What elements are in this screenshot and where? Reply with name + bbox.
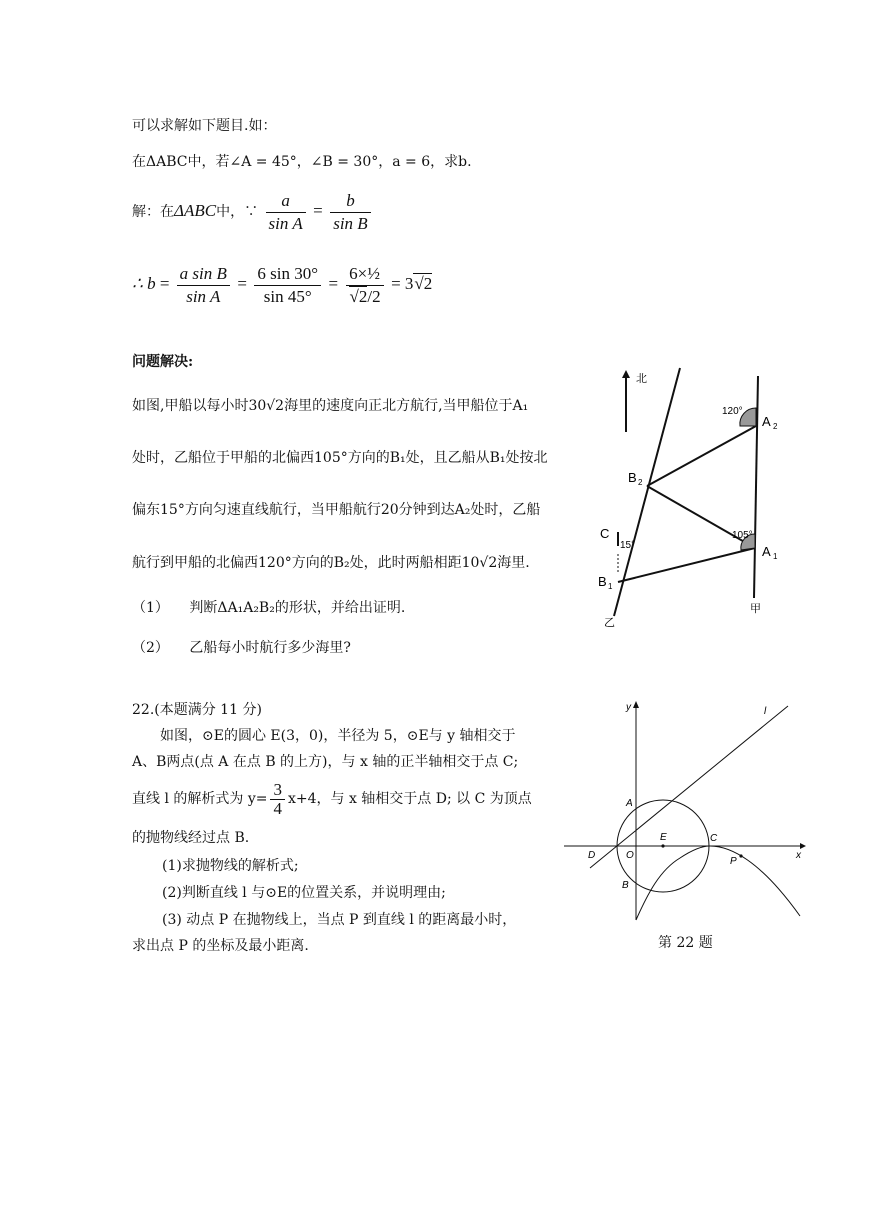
segment-B1-A1 (618, 548, 755, 582)
label-B2-sub: 2 (638, 478, 643, 487)
q22-title: 22.(本题满分 11 分) (132, 702, 262, 718)
example-given-text: 在ΔABC中，若∠A = 45°，∠B = 30°，a = 6，求b. (132, 154, 472, 170)
example-solution: 解：在ΔABC中，∵ $\frac{a}{\text{sin A}}$ = $\frac{b}{\text{sin B}}$ (132, 188, 374, 235)
slope-numerator: 3 (270, 781, 285, 800)
segment-B2-A2 (647, 426, 756, 486)
label-A2: A (762, 414, 771, 429)
line-l (590, 706, 788, 868)
question-1 (132, 598, 405, 618)
y-axis-arrow (633, 701, 639, 708)
label-A2-sub: 2 (773, 422, 778, 431)
slope-denominator: 4 (273, 798, 282, 818)
fraction-a-over-sinA: $\frac{a}{\text{sin A}}$ (266, 190, 306, 235)
label-y: y (626, 702, 631, 713)
label-A1: A (762, 544, 771, 559)
question-2 (132, 638, 351, 658)
label-B2: B (628, 470, 637, 485)
question-2-text: 乙船每小时航行多少海里? (189, 640, 351, 656)
example-result: ∴ b = $\frac{\text{a sin B}}{\text{sin A}}$ = $\frac{6 \sin 30^\circ}{\sin 45^\circ}$ = $\frac{\text{6×½}}{√2/2}$ = 3√2 (132, 263, 433, 306)
q22-line-3 (132, 780, 532, 818)
label-yi: 乙 (604, 617, 615, 629)
label-E: E (660, 832, 667, 843)
q22-line-3-post: x+4，与 x 轴相交于点 D; 以 C 为顶点 (287, 791, 532, 807)
label-jia: 甲 (750, 603, 761, 615)
problem-line-1: 如图,甲船以每小时30√2海里的速度向正北方航行,当甲船位于A₁ (132, 398, 529, 414)
q22-line-1: 如图，⊙E的圆心 E(3，0)，半径为 5，⊙E与 y 轴相交于 (160, 728, 516, 744)
angle-120-label: 120° (722, 406, 743, 417)
problem-heading: 问题解决: (132, 354, 194, 370)
label-O: O (626, 850, 634, 861)
angle-15-label: 15° (620, 540, 636, 551)
fraction-b-over-sinB: $\frac{b}{\text{sin B}}$ (330, 190, 370, 235)
north-arrow-head (622, 370, 630, 378)
question-2-number: （2） (132, 640, 169, 656)
ship-yi-path (614, 368, 680, 616)
solution-prefix: 解：在ΔABC中，∵ (132, 201, 259, 220)
label-C: C (710, 833, 718, 844)
angle-105-label: 105° (732, 530, 753, 541)
label-A: A (626, 798, 633, 809)
problem-line-3: 偏东15°方向匀速直线航行，当甲船航行20分钟到达A₂处时，乙船 (132, 502, 541, 518)
q22-line-2: A、B两点(点 A 在点 B 的上方)，与 x 轴的正半轴相交于点 C; (132, 754, 519, 770)
q22-sub-1: (1)求抛物线的解析式; (162, 858, 299, 874)
figure-22-caption: 第 22 题 (658, 935, 713, 951)
problem-line-2: 处时，乙船位于甲船的北偏西105°方向的B₁处，且乙船从B₁处按北 (132, 450, 548, 466)
question-1-number: （1） (132, 600, 169, 616)
label-l: l (764, 706, 767, 717)
q22-sub-2: (2)判断直线 l 与⊙E的位置关系，并说明理由; (162, 885, 446, 901)
label-B: B (622, 880, 629, 891)
slope-fraction (270, 781, 285, 818)
label-x: x (796, 850, 801, 861)
label-B1: B (598, 574, 607, 589)
label-D: D (588, 850, 596, 861)
label-B1-sub: 1 (608, 582, 613, 591)
ship-diagram (590, 360, 790, 630)
q22-sub-4: 求出点 P 的坐标及最小距离. (132, 938, 309, 954)
point-P (739, 854, 742, 857)
q22-line-3-pre: 直线 l 的解析式为 y= (132, 791, 268, 807)
north-label: 北 (636, 373, 647, 385)
intro-text: 可以求解如下题目.如： (132, 118, 277, 134)
x-axis-arrow (800, 843, 806, 849)
label-C: C (600, 526, 610, 541)
question-1-text: 判断ΔA₁A₂B₂的形状，并给出证明. (189, 600, 406, 616)
label-P: P (730, 856, 737, 867)
q22-line-4: 的抛物线经过点 B. (132, 830, 250, 846)
point-E (661, 844, 664, 847)
example-given (132, 152, 472, 172)
label-A1-sub: 1 (773, 552, 778, 561)
q22-sub-3: (3) 动点 P 在抛物线上，当点 P 到直线 l 的距离最小时， (162, 912, 517, 928)
parabola (636, 846, 800, 920)
problem-line-4: 航行到甲船的北偏西120°方向的B₂处，此时两船相距10√2海里. (132, 555, 530, 571)
circle-parabola-diagram (560, 698, 810, 948)
